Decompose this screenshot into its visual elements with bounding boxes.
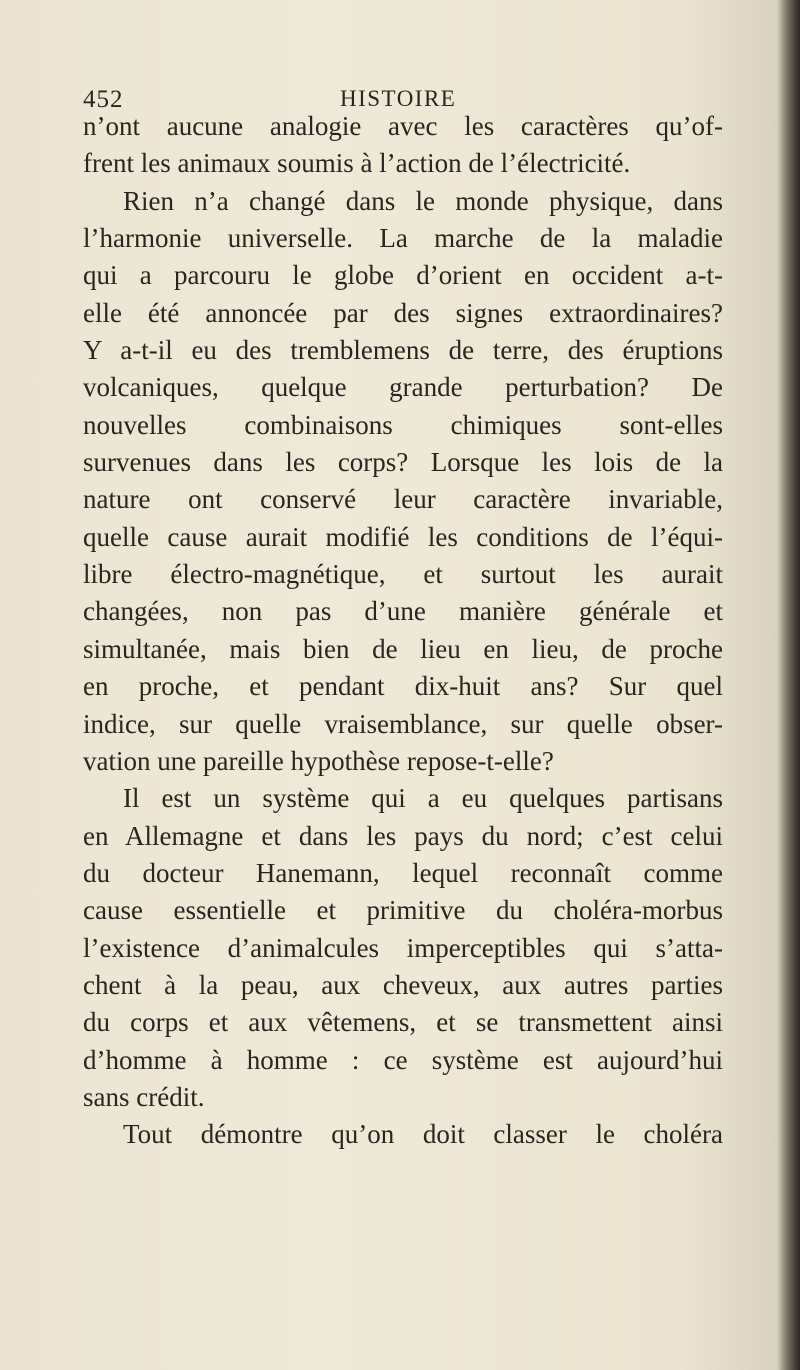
text-line: en Allemagne et dans les pays du nord; c’est celui [83,820,723,851]
text-line: n’ont aucune analogie avec les caractères qu’of- [83,111,723,141]
text-line: vation une pareille hypothèse repose-t-elle? [83,745,554,776]
text-line: sans crédit. [83,1081,205,1112]
text-line: changées, non pas d’une manière générale et [83,596,723,627]
text-line: frent les animaux soumis à l’action de l’électricité. [83,148,631,179]
text-line: l’harmonie universelle. La marche de la maladie [83,223,723,254]
body-text [83,108,723,1154]
text-line: l’existence d’animalcules imperceptibles qui s’atta- [83,932,723,963]
text-line: qui a parcouru le globe d’orient en occident a-t- [83,260,723,291]
text-line: du docteur Hanemann, lequel reconnaît comme [83,857,723,888]
text-line: indice, sur quelle vraisemblance, sur quelle obser- [83,708,723,739]
text-line: survenues dans les corps? Lorsque les lois de la [83,447,723,478]
text-line: du corps et aux vêtemens, et se transmettent ainsi [83,1007,723,1038]
text-line: libre électro-magnétique, et surtout les aurait [83,559,723,590]
page-number: 452 [83,86,124,113]
text-line: chent à la peau, aux cheveux, aux autres parties [83,969,723,1000]
text-line: d’homme à homme : ce système est aujourd’hui [83,1044,723,1075]
text-line: Tout démontre qu’on doit classer le choléra [123,1119,723,1150]
running-title: HISTOIRE [340,86,457,111]
text-line: volcaniques, quelque grande perturbation? De [83,372,723,403]
text-line: nature ont conservé leur caractère invariable, [83,484,723,515]
text-line: Rien n’a changé dans le monde physique, dans [123,185,723,216]
page-edge-shadow [778,0,800,1370]
text-line: elle été annoncée par des signes extraordinaires? [83,297,723,328]
text-line: Il est un système qui a eu quelques partisans [123,783,723,814]
text-line: nouvelles combinaisons chimiques sont-elles [83,409,723,440]
text-line: quelle cause aurait modifié les conditions de l’équi- [83,521,723,552]
text-line: Y a-t-il eu des tremblemens de terre, des éruptions [83,335,723,366]
text-line: cause essentielle et primitive du choléra-morbus [83,895,723,926]
text-line: simultanée, mais bien de lieu en lieu, de proche [83,633,723,664]
text-line: en proche, et pendant dix-huit ans? Sur quel [83,671,723,702]
